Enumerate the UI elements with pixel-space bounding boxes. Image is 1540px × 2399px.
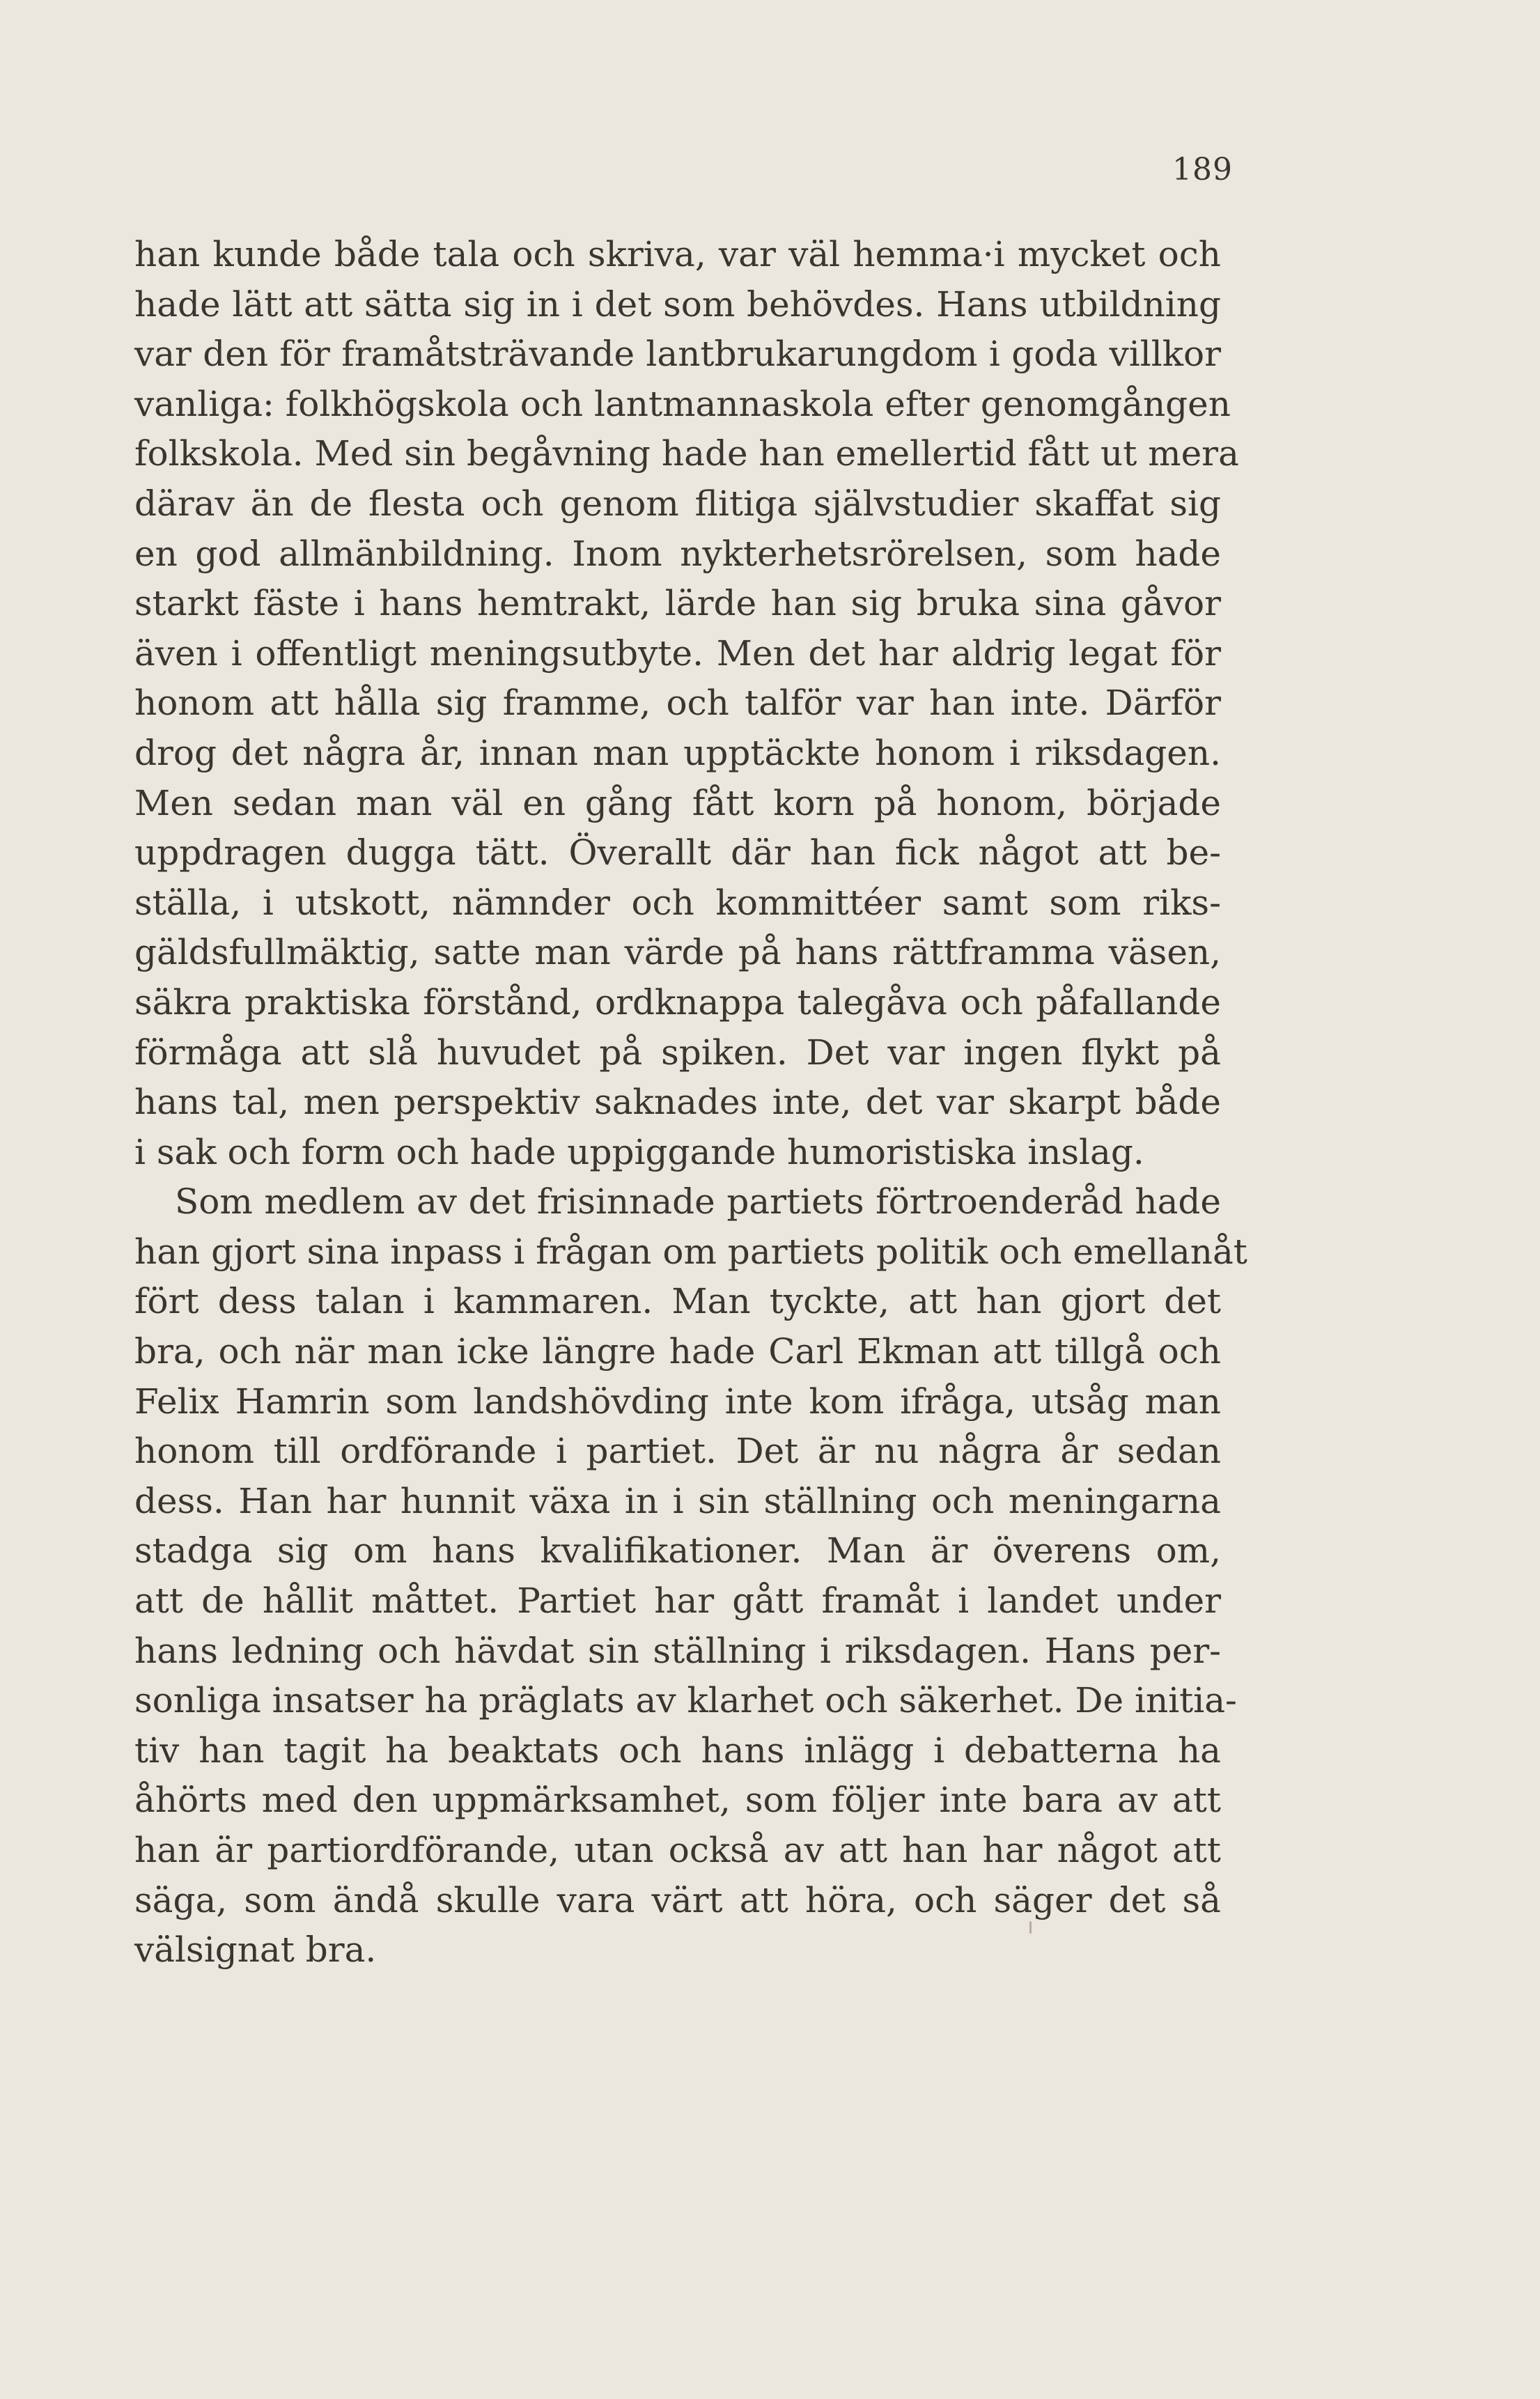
text-line: stadga sig om hans kvalifikationer. Man är överens om, <box>134 1530 1221 1571</box>
text-line: säkra praktiska förstånd, ordknappa talegåva och påfallande <box>134 981 1221 1023</box>
print-speck <box>1029 1921 1032 1934</box>
text-line: fört dess talan i kammaren. Man tyckte, att han gjort det <box>134 1281 1221 1322</box>
text-line: en god allmänbildning. Inom nykterhetsrörelsen, som hade <box>134 533 1221 574</box>
text-line: han är partiordförande, utan också av att han har något att <box>134 1830 1221 1870</box>
text-line: att de hållit måttet. Partiet har gått framåt i landet under <box>134 1581 1221 1622</box>
text-line: drog det några år, innan man upptäckte honom i riksdagen. <box>134 732 1221 773</box>
text-line: säga, som ändå skulle vara värt att höra, och säger det så <box>134 1879 1221 1920</box>
paragraph-1 <box>134 230 1239 1177</box>
text-line: hans ledning och hävdat sin ställning i riksdagen. Hans per- <box>134 1630 1221 1671</box>
text-line: folkskola. Med sin begåvning hade han emellertid fått ut mera <box>134 433 1239 474</box>
page-number: 189 <box>1172 152 1233 187</box>
text-line: tiv han tagit ha beaktats och hans inlägg i debatterna ha <box>134 1730 1221 1771</box>
text-line: i sak och form och hade uppiggande humoristiska inslag. <box>134 1131 1144 1172</box>
text-line: dess. Han har hunnit växa in i sin ställning och meningarna <box>134 1480 1221 1521</box>
paragraph-2 <box>134 1177 1247 1975</box>
text-line: hans tal, men perspektiv saknades inte, det var skarpt både <box>134 1082 1221 1123</box>
text-line: Felix Hamrin som landshövding inte kom ifråga, utsåg man <box>134 1381 1221 1422</box>
text-line: åhörts med den uppmärksamhet, som följer inte bara av att <box>134 1780 1221 1821</box>
text-line: förmåga att slå huvudet på spiken. Det var ingen flykt på <box>134 1032 1221 1073</box>
text-line: gäldsfullmäktig, satte man värde på hans rättframma väsen, <box>134 932 1221 973</box>
text-line: Som medlem av det frisinnade partiets förtroenderåd hade <box>175 1181 1221 1222</box>
text-line: välsignat bra. <box>134 1930 377 1971</box>
text-line: hade lätt att sätta sig in i det som behövdes. Hans utbildning <box>134 284 1221 325</box>
text-line: även i offentligt meningsutbyte. Men det har aldrig legat för <box>134 632 1221 674</box>
text-line: honom att hålla sig framme, och talför var han inte. Därför <box>134 683 1221 724</box>
text-line: uppdragen dugga tätt. Överallt där han fick något att be- <box>134 832 1221 874</box>
text-line: sonliga insatser ha präglats av klarhet och säkerhet. De initia- <box>134 1680 1237 1721</box>
text-line: bra, och när man icke längre hade Carl Ekman att tillgå och <box>134 1331 1221 1372</box>
text-line: ställa, i utskott, nämnder och kommittéer samt som riks- <box>134 882 1221 923</box>
text-line: Men sedan man väl en gång fått korn på honom, började <box>134 782 1221 823</box>
text-line: starkt fäste i hans hemtrakt, lärde han sig bruka sina gåvor <box>134 583 1221 624</box>
text-line: var den för framåtsträvande lantbrukarungdom i goda villkor <box>134 334 1221 375</box>
text-line: honom till ordförande i partiet. Det är nu några år sedan <box>134 1431 1221 1472</box>
text-line: han kunde både tala och skriva, var väl hemma·i mycket och <box>134 234 1221 274</box>
text-line: därav än de flesta och genom flitiga självstudier skaffat sig <box>134 483 1221 524</box>
text-line: han gjort sina inpass i frågan om partiets politik och emellanåt <box>134 1231 1247 1272</box>
text-line: vanliga: folkhögskola och lantmannaskola efter genomgången <box>134 383 1231 424</box>
body-text <box>134 230 1247 1975</box>
